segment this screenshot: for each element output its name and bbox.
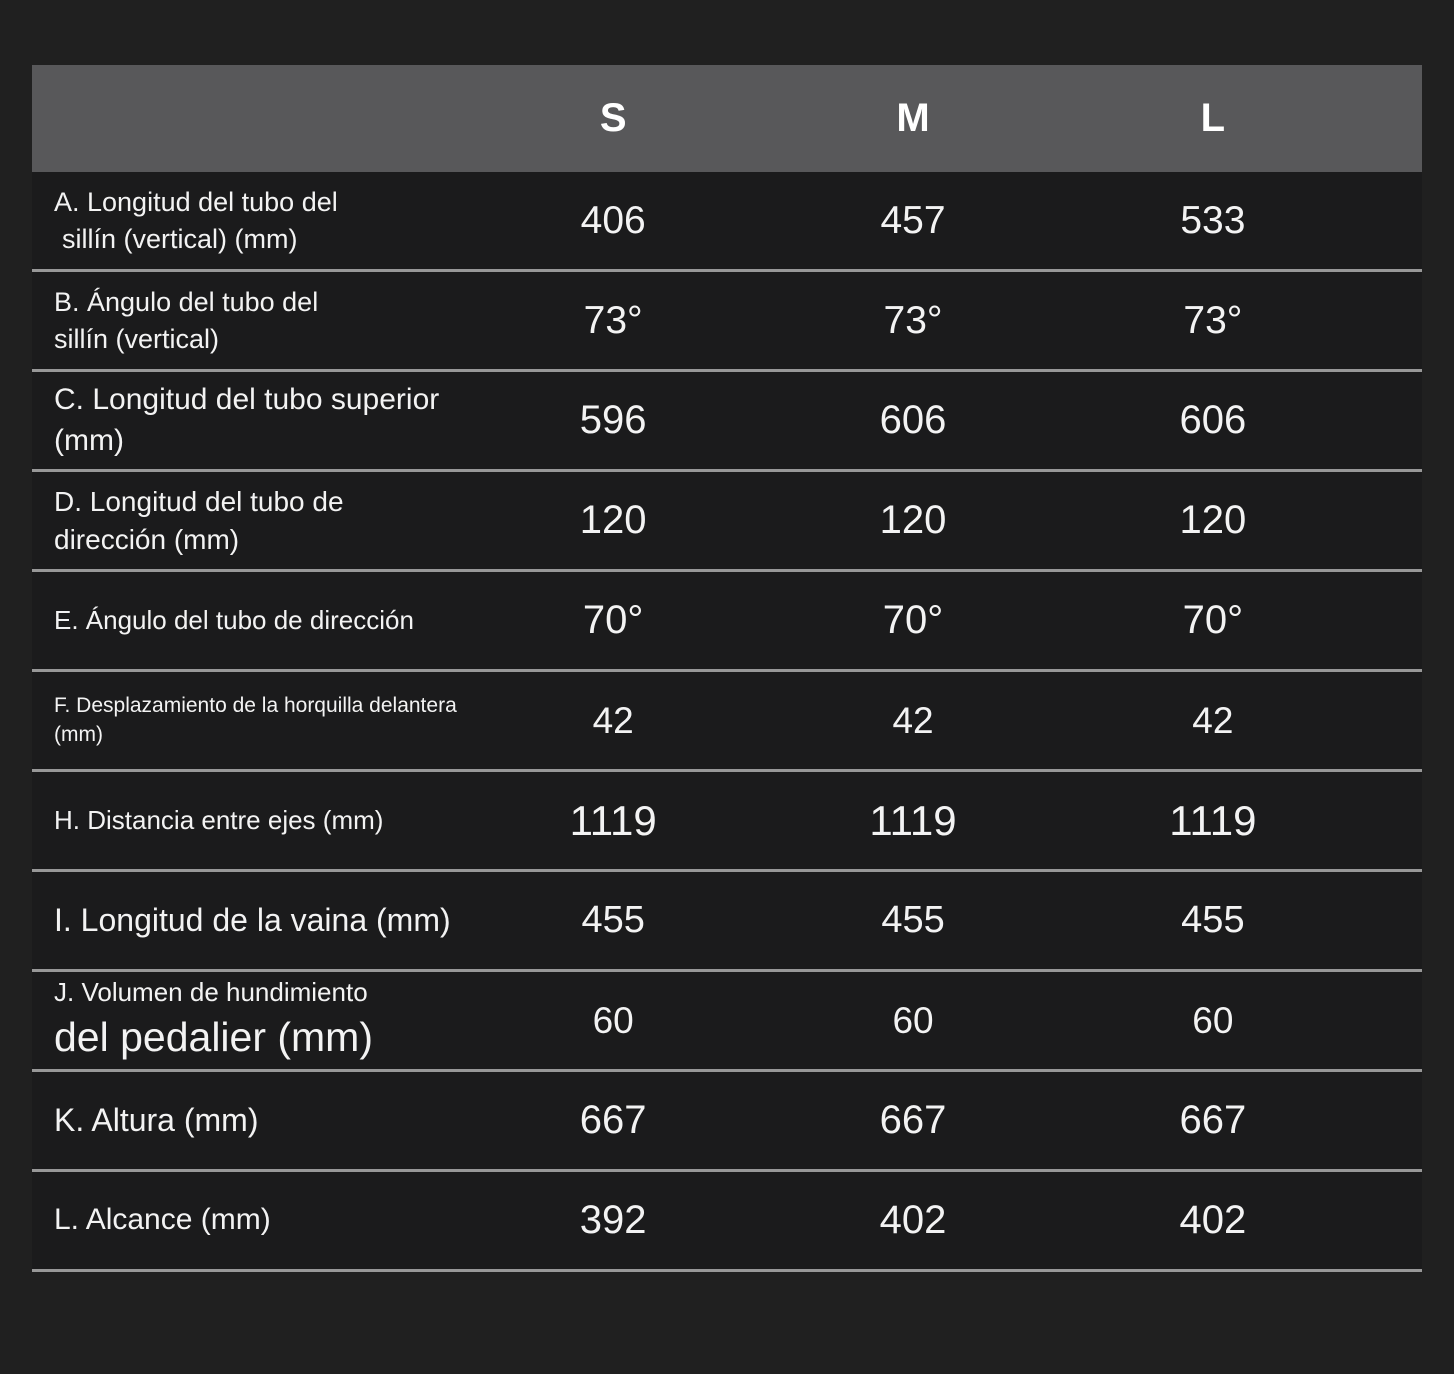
value-cell-m: 606 bbox=[879, 398, 947, 442]
value-cell-s: 455 bbox=[581, 899, 645, 941]
value-cell-l: 70° bbox=[1182, 598, 1244, 642]
value-cell-l: 402 bbox=[1179, 1198, 1247, 1242]
table-row-head-tube-angle bbox=[32, 572, 1422, 672]
table-row-seat-tube-angle bbox=[32, 272, 1422, 372]
row-label-line1: E. Ángulo del tubo de dirección bbox=[54, 604, 414, 635]
row-label-line1: K. Altura (mm) bbox=[54, 1101, 259, 1138]
row-label bbox=[32, 872, 463, 969]
row-label-line1: H. Distancia entre ejes (mm) bbox=[54, 804, 384, 835]
value-cell-l: 73° bbox=[1183, 298, 1243, 342]
value-cell-m: 73° bbox=[883, 298, 943, 342]
value-cell-l: 42 bbox=[1192, 699, 1234, 741]
row-label-line1: J. Volumen de hundimiento bbox=[54, 977, 368, 1008]
header-cell-s: S bbox=[599, 96, 627, 140]
table-header-row bbox=[32, 65, 1422, 172]
row-label bbox=[32, 672, 463, 769]
value-cell-s: 120 bbox=[579, 498, 647, 542]
value-cell-l: 120 bbox=[1179, 498, 1247, 542]
value-cell-l: 60 bbox=[1192, 999, 1234, 1041]
header-label-spacer bbox=[32, 65, 463, 172]
value-cell-s: 667 bbox=[579, 1098, 647, 1142]
value-cell-l: 1119 bbox=[1169, 796, 1257, 844]
row-label-line1: L. Alcance (mm) bbox=[54, 1203, 271, 1237]
header-cell-l: L bbox=[1200, 96, 1226, 140]
value-cell-s: 42 bbox=[592, 699, 634, 741]
value-cell-m: 457 bbox=[880, 198, 946, 242]
row-label-line1: D. Longitud del tubo de dirección (mm) bbox=[54, 485, 344, 555]
row-label-line2: del pedalier (mm) bbox=[54, 1014, 373, 1061]
table-row-head-tube-length bbox=[32, 472, 1422, 572]
row-label bbox=[32, 772, 463, 869]
row-label bbox=[32, 1172, 463, 1269]
value-cell-l: 533 bbox=[1180, 198, 1246, 242]
row-label-line2: sillín (vertical) bbox=[54, 323, 220, 354]
row-label bbox=[32, 272, 463, 369]
table-row-reach bbox=[32, 1172, 1422, 1272]
table-row-top-tube-length bbox=[32, 372, 1422, 472]
value-cell-s: 406 bbox=[580, 198, 646, 242]
value-cell-s: 392 bbox=[579, 1198, 647, 1242]
value-cell-m: 455 bbox=[881, 899, 945, 941]
value-cell-l: 455 bbox=[1181, 899, 1245, 941]
row-label-line1: C. Longitud del tubo superior (mm) bbox=[54, 383, 440, 457]
table-row-fork-offset bbox=[32, 672, 1422, 772]
row-label bbox=[32, 1072, 463, 1169]
value-cell-m: 402 bbox=[879, 1198, 947, 1242]
value-cell-s: 1119 bbox=[569, 796, 657, 844]
value-cell-s: 60 bbox=[592, 999, 634, 1041]
value-cell-m: 70° bbox=[882, 598, 944, 642]
row-label-line1: F. Desplazamiento de la horquilla delantera (mm) bbox=[54, 694, 457, 746]
row-label bbox=[32, 372, 463, 469]
value-cell-s: 73° bbox=[583, 298, 643, 342]
row-label-line1: A. Longitud del tubo del bbox=[54, 187, 338, 218]
row-label bbox=[32, 972, 463, 1069]
value-cell-m: 120 bbox=[879, 498, 947, 542]
row-label-line1: B. Ángulo del tubo del bbox=[54, 287, 319, 318]
value-cell-l: 606 bbox=[1179, 398, 1247, 442]
table-row-stack-height bbox=[32, 1072, 1422, 1172]
row-label bbox=[32, 472, 463, 569]
value-cell-m: 667 bbox=[879, 1098, 947, 1142]
table-row-bb-drop bbox=[32, 972, 1422, 1072]
value-cell-s: 596 bbox=[579, 398, 647, 442]
value-cell-s: 70° bbox=[582, 598, 644, 642]
row-label bbox=[32, 572, 463, 669]
value-cell-m: 60 bbox=[892, 999, 934, 1041]
table-row-seat-tube-length bbox=[32, 172, 1422, 272]
row-label-line2: sillín (vertical) (mm) bbox=[62, 223, 298, 254]
value-cell-m: 1119 bbox=[869, 796, 957, 844]
value-cell-l: 667 bbox=[1179, 1098, 1247, 1142]
row-label bbox=[32, 172, 463, 269]
header-cell-m: M bbox=[896, 96, 930, 140]
table-row-chainstay-length bbox=[32, 872, 1422, 972]
row-label-line1: I. Longitud de la vaina (mm) bbox=[54, 901, 451, 938]
geometry-table bbox=[32, 65, 1422, 1272]
table-row-wheelbase bbox=[32, 772, 1422, 872]
value-cell-m: 42 bbox=[892, 699, 934, 741]
